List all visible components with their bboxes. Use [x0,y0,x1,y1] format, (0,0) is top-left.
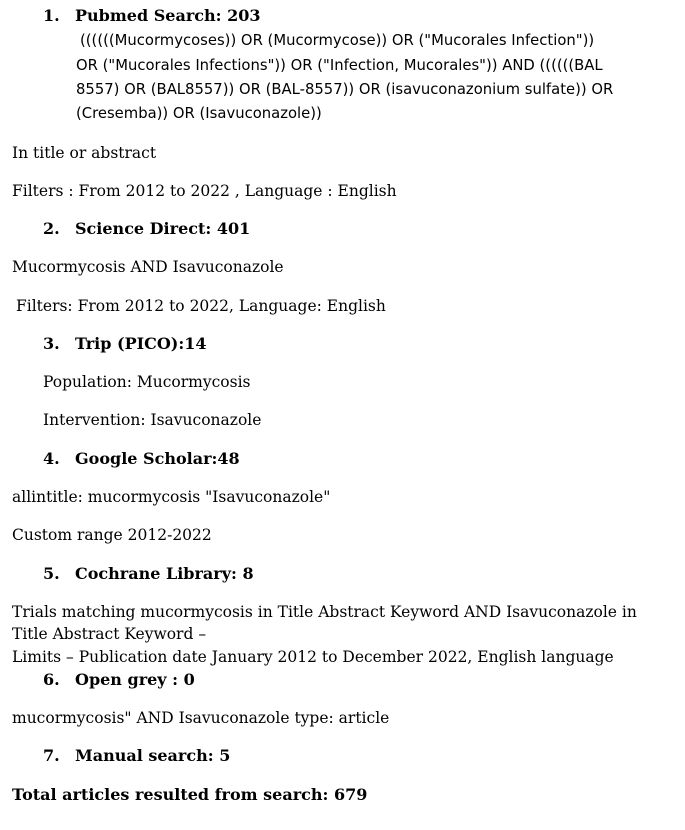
heading-text: Science Direct: 401 [75,219,251,238]
pubmed-query-line: (Cresemba)) OR (Isavuconazole)) [76,105,322,122]
heading-text: Manual search: 5 [75,746,231,765]
open-grey-query: mucormycosis" AND Isavuconazole type: article [12,709,390,727]
heading-text: Cochrane Library: 8 [75,564,254,583]
trip-intervention: Intervention: Isavuconazole [43,411,262,429]
list-number: 4. [43,449,60,468]
google-scholar-query: allintitle: mucormycosis "Isavuconazole" [12,488,331,506]
list-number: 1. [43,6,60,25]
pubmed-query-line: 8557) OR (BAL8557)) OR (BAL-8557)) OR (isavuconazonium sulfate)) OR [76,81,614,98]
pubmed-query-line: ((((((Mucormycoses)) OR (Mucormycose)) OR ("Mucorales Infection")) [80,32,595,49]
heading-text: Google Scholar:48 [75,449,240,468]
heading-text: Pubmed Search: 203 [75,6,261,25]
heading-text: Trip (PICO):14 [75,334,207,353]
pubmed-filters: Filters : From 2012 to 2022 , Language : English [12,182,397,200]
total-articles: Total articles resulted from search: 679 [12,785,368,804]
list-number: 5. [43,564,60,583]
trip-population: Population: Mucormycosis [43,373,251,391]
cochrane-line: Trials matching mucormycosis in Title Abstract Keyword AND Isavuconazole in [12,603,637,621]
cochrane-line: Title Abstract Keyword – [12,625,207,643]
pubmed-query-line: OR ("Mucorales Infections")) OR ("Infection, Mucorales")) AND ((((((BAL [76,57,603,74]
science-direct-filters: Filters: From 2012 to 2022, Language: English [16,297,386,315]
list-number: 2. [43,219,60,238]
heading-text: Open grey : 0 [75,670,195,689]
list-number: 6. [43,670,60,689]
list-number: 3. [43,334,60,353]
cochrane-line: Limits – Publication date January 2012 to December 2022, English language [12,648,614,666]
pubmed-scope: In title or abstract [12,144,157,162]
list-number: 7. [43,746,60,765]
google-scholar-range: Custom range 2012-2022 [12,526,212,544]
science-direct-query: Mucormycosis AND Isavuconazole [12,258,284,276]
